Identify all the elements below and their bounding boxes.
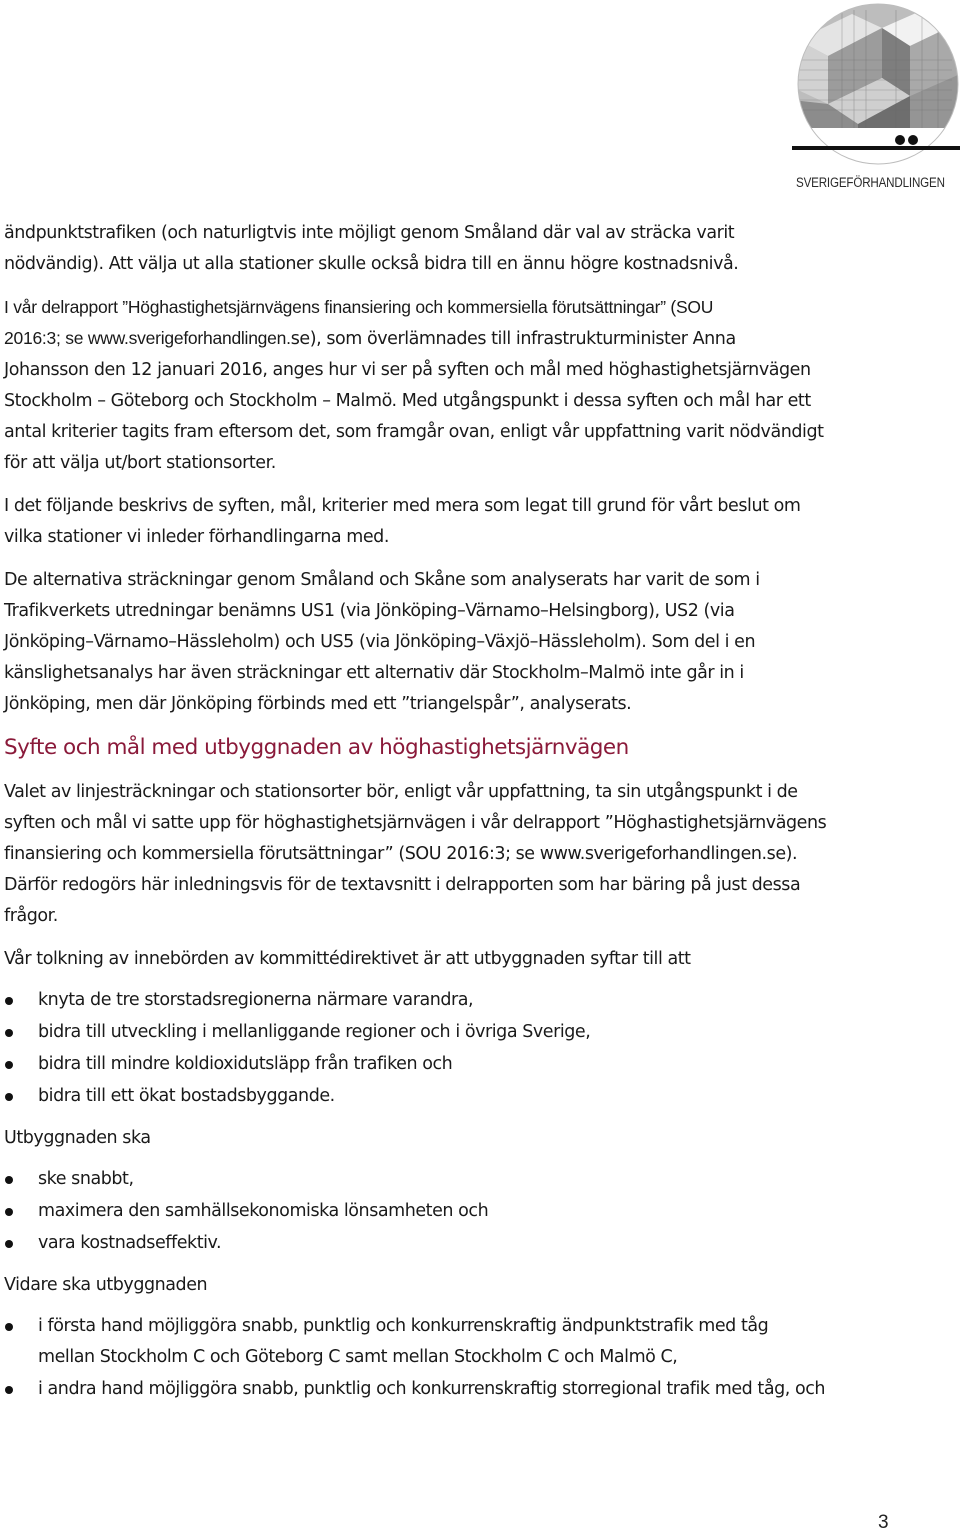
- bullet-list: [4, 985, 909, 1112]
- geometric-cube-logo-icon: [792, 0, 960, 170]
- text-line: I det följande beskrivs de syften, mål, kriterier med mera som legat till grund för vårt beslut om: [4, 496, 801, 516]
- text-line: finansiering och kommersiella förutsättningar” (SOU 2016:3; se www.sverigeforhandlingen.se).: [4, 844, 798, 864]
- bullet-list: [4, 1164, 909, 1259]
- text-line: frågor.: [4, 906, 58, 926]
- bullet-icon: [5, 1061, 13, 1069]
- list-item-text: bidra till utveckling i mellanliggande regioner och i övriga Sverige,: [38, 1022, 591, 1042]
- paragraph: Vidare ska utbyggnaden: [4, 1275, 208, 1295]
- list-item: [4, 1196, 909, 1227]
- document-body: [4, 218, 909, 1416]
- text-line: vilka stationer vi inleder förhandlingarna med.: [4, 527, 389, 547]
- list-item: [4, 1049, 909, 1080]
- text-line: Stockholm – Göteborg och Stockholm – Malmö. Med utgångspunkt i dessa syften och mål har ett: [4, 391, 811, 411]
- list-item: [4, 1164, 909, 1195]
- list-item: [4, 1311, 909, 1373]
- bullet-icon: [5, 1176, 13, 1184]
- text-line: syften och mål vi satte upp för höghastighetsjärnvägen i vår delrapport ”Höghastighetsjärnvägens: [4, 813, 827, 833]
- list-item-text: bidra till mindre koldioxidutsläpp från trafiken och: [38, 1054, 453, 1074]
- list-item: [4, 1081, 909, 1112]
- paragraph: [4, 491, 909, 553]
- list-item-text: i första hand möjliggöra snabb, punktlig och konkurrenskraftig ändpunktstrafik med tåg: [38, 1316, 769, 1336]
- text-line: Trafikverkets utredningar benämns US1 (via Jönköping–Värnamo–Helsingborg), US2 (via: [4, 601, 735, 621]
- list-item-text: maximera den samhällsekonomiska lönsamheten och: [38, 1201, 489, 1221]
- text-line: I vår delrapport ”Höghastighetsjärnvägens finansiering och kommersiella förutsättningar” (SOU: [4, 297, 714, 317]
- list-item: [4, 1017, 909, 1048]
- sverigeforhandlingen-logo: [792, 0, 960, 196]
- text-line: [4, 323, 909, 355]
- bullet-icon: [5, 1029, 13, 1037]
- list-item-text: mellan Stockholm C och Göteborg C samt mellan Stockholm C och Malmö C,: [38, 1347, 678, 1367]
- text-line: ändpunktstrafiken (och naturligtvis inte möjligt genom Småland där val av sträcka varit: [4, 223, 735, 243]
- bullet-list: [4, 1311, 909, 1405]
- section-heading: Syfte och mål med utbyggnaden av höghastighetsjärnvägen: [4, 735, 629, 760]
- paragraph: Vår tolkning av innebörden av kommittédirektivet är att utbyggnaden syftar till att: [4, 949, 691, 969]
- list-item: [4, 985, 909, 1016]
- list-item-text: bidra till ett ökat bostadsbyggande.: [38, 1086, 335, 1106]
- text-line: känslighetsanalys har även sträckningar ett alternativ där Stockholm–Malmö inte går in i: [4, 663, 744, 683]
- text-line: Johansson den 12 januari 2016, anges hur vi ser på syften och mål med höghastighetsjärnvägen: [4, 360, 811, 380]
- text-line: nödvändig). Att välja ut alla stationer skulle också bidra till en ännu högre kostnadsnivå.: [4, 254, 739, 274]
- text-line: De alternativa sträckningar genom Småland och Skåne som analyserats har varit de som i: [4, 570, 760, 590]
- list-item-text: i andra hand möjliggöra snabb, punktlig och konkurrenskraftig storregional trafik med tåg, och: [38, 1379, 826, 1399]
- list-item-text: knyta de tre storstadsregionerna närmare varandra,: [38, 990, 474, 1010]
- page-number: 3: [878, 1512, 889, 1533]
- bullet-icon: [5, 1240, 13, 1248]
- text-span: se), som överlämnades till infrastrukturminister Anna: [290, 329, 736, 349]
- text-line: Jönköping–Värnamo–Hässleholm) och US5 (via Jönköping–Växjö–Hässleholm). Som del i en: [4, 632, 756, 652]
- list-item-text: ske snabbt,: [38, 1169, 134, 1189]
- text-line: Valet av linjesträckningar och stationsorter bör, enligt vår uppfattning, ta sin utgångspunkt i de: [4, 782, 798, 802]
- list-item: [4, 1228, 909, 1259]
- text-line: antal kriterier tagits fram eftersom det, som framgår ovan, enligt vår uppfattning varit nödvändigt: [4, 422, 824, 442]
- paragraph: [4, 565, 909, 720]
- text-span: 2016:3; se www.sverigeforhandlingen.: [4, 328, 291, 348]
- bullet-icon: [5, 1386, 13, 1394]
- paragraph: [4, 218, 909, 280]
- list-item-text: vara kostnadseffektiv.: [38, 1233, 222, 1253]
- text-line: för att välja ut/bort stationsorter.: [4, 453, 276, 473]
- bullet-icon: [5, 1093, 13, 1101]
- list-item: [4, 1374, 909, 1405]
- bullet-icon: [5, 1208, 13, 1216]
- text-line: Därför redogörs här inledningsvis för de textavsnitt i delrapporten som har bäring på just dessa: [4, 875, 801, 895]
- bullet-icon: [5, 1323, 13, 1331]
- logo-text: SVERIGEFÖRHANDLINGEN: [796, 175, 945, 190]
- paragraph: Utbyggnaden ska: [4, 1128, 151, 1148]
- text-line: Jönköping, men där Jönköping förbinds med ett ”triangelspår”, analyserats.: [4, 694, 632, 714]
- bullet-icon: [5, 997, 13, 1005]
- paragraph: [4, 292, 909, 479]
- paragraph: [4, 777, 909, 932]
